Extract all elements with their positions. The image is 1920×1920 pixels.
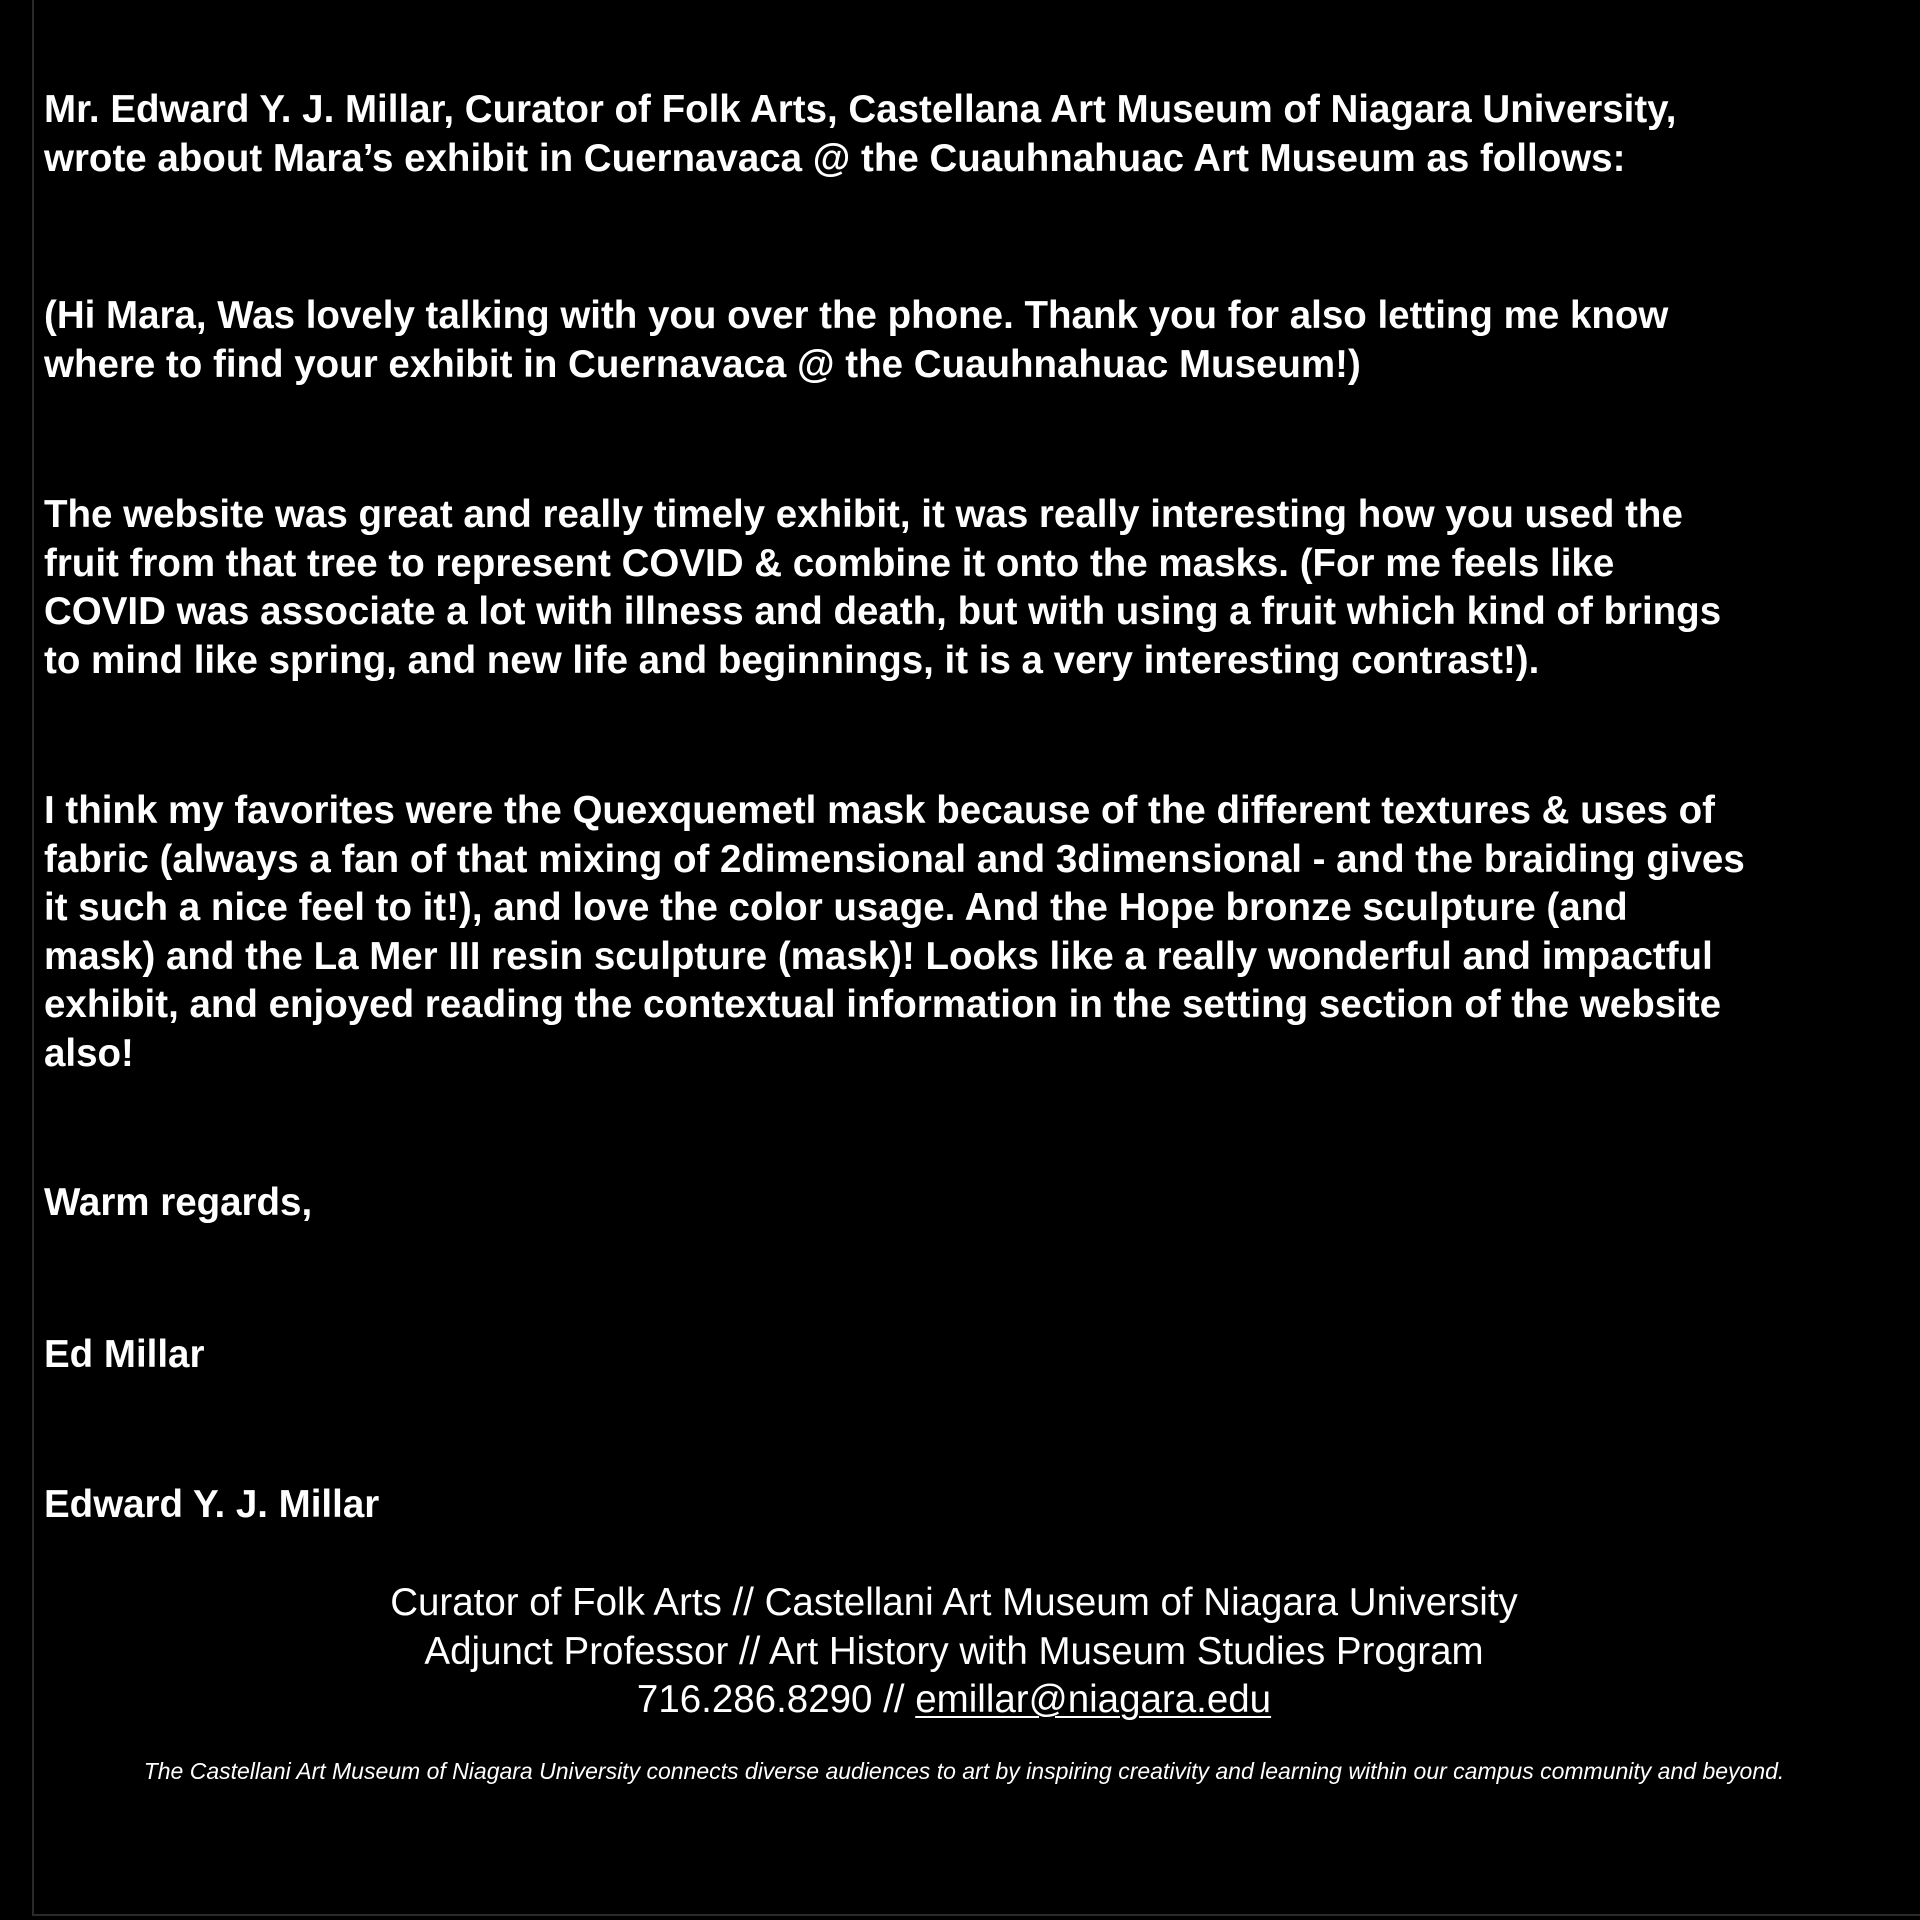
body1-line: fruit from that tree to represent COVID & combine it onto the masks. (For me feels like <box>44 541 1615 585</box>
body1-line: to mind like spring, and new life and beginnings, it is a very interesting contrast!). <box>44 638 1540 682</box>
email-link[interactable]: emillar@niagara.edu <box>915 1678 1272 1721</box>
body-paragraph-1 <box>44 491 1844 685</box>
signature-contact-line <box>44 1676 1864 1725</box>
contact-separator: // <box>872 1678 916 1721</box>
greeting-paragraph <box>44 292 1844 389</box>
closing: Warm regards, <box>44 1181 313 1224</box>
intro-paragraph <box>44 86 1844 183</box>
body2-line: it such a nice feel to it!), and love the color usage. And the Hope bronze sculpture (and <box>44 886 1628 929</box>
greeting-line: (Hi Mara, Was lovely talking with you over the phone. Thank you for also letting me know <box>44 294 1669 337</box>
short-name: Ed Millar <box>44 1333 205 1376</box>
greeting-line: where to find your exhibit in Cuernavaca @ the Cuauhnahuac Museum!) <box>44 342 1361 386</box>
body1-line: COVID was associate a lot with illness and death, but with using a fruit which kind of brings <box>44 590 1722 633</box>
museum-tagline: The Castellani Art Museum of Niagara University connects diverse audiences to art by inspiring creativity and learning within our campus community and beyond. <box>143 1758 1785 1784</box>
body2-line: exhibit, and enjoyed reading the contextual information in the setting section of the website <box>44 983 1722 1026</box>
body-paragraph-2 <box>44 787 1844 1078</box>
signature-title-line: Curator of Folk Arts // Castellani Art Museum of Niagara University <box>390 1581 1518 1624</box>
body2-line: mask) and the La Mer III resin sculpture (mask)! Looks like a really wonderful and impactful <box>44 934 1713 978</box>
body2-line: I think my favorites were the Quexquemetl mask because of the different textures & uses of <box>44 789 1715 832</box>
intro-line: wrote about Mara’s exhibit in Cuernavaca @ the Cuauhnahuac Art Museum as follows: <box>44 136 1626 180</box>
full-name: Edward Y. J. Millar <box>44 1483 380 1526</box>
signature-block <box>44 1579 1864 1725</box>
body1-line: The website was great and really timely exhibit, it was really interesting how you used the <box>44 493 1683 536</box>
body2-line: fabric (always a fan of that mixing of 2dimensional and 3dimensional - and the braiding gives <box>44 837 1745 881</box>
body2-line: also! <box>44 1031 134 1075</box>
phone-number: 716.286.8290 <box>636 1678 873 1721</box>
intro-line: Mr. Edward Y. J. Millar, Curator of Folk Arts, Castellana Art Museum of Niagara University, <box>44 88 1677 131</box>
signature-role-line: Adjunct Professor // Art History with Museum Studies Program <box>424 1629 1484 1673</box>
